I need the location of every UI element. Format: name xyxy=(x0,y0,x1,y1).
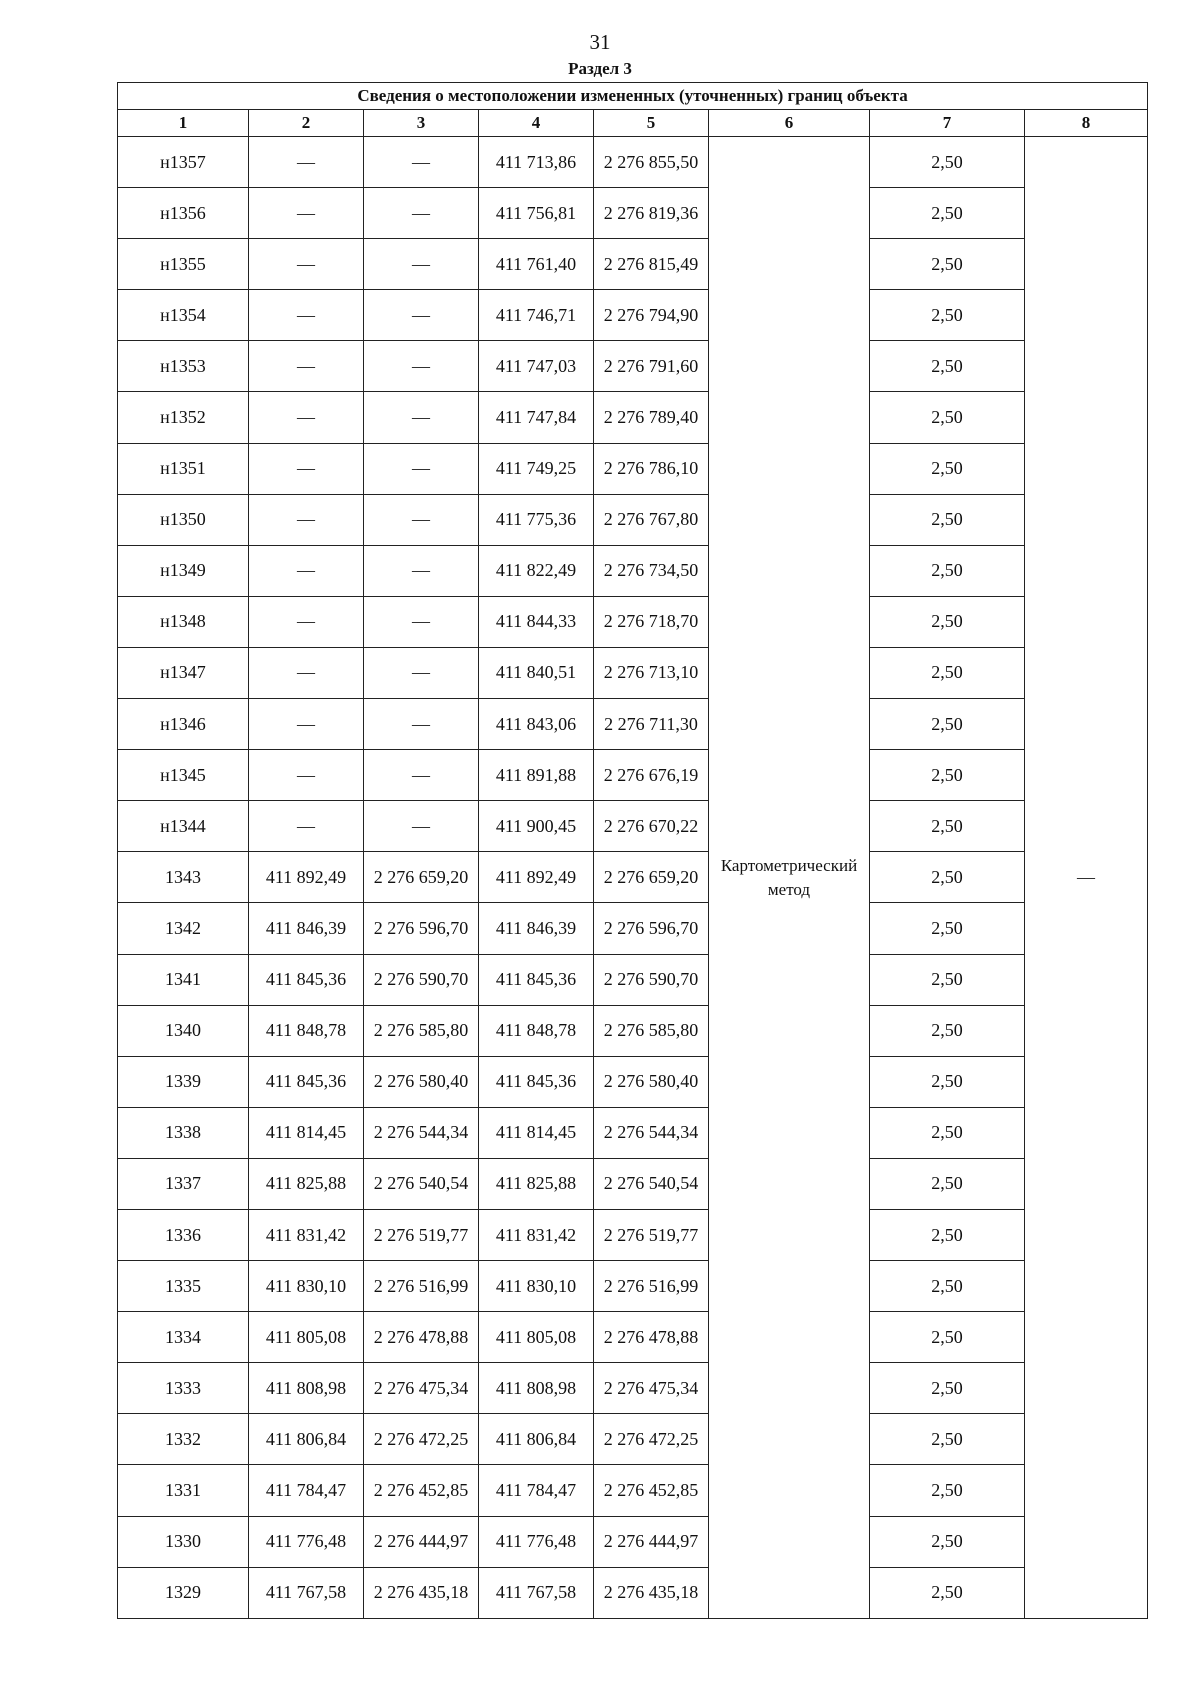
existing-x-cell: — xyxy=(249,443,364,494)
existing-x-cell: 411 806,84 xyxy=(249,1414,364,1465)
new-x-cell: 411 808,98 xyxy=(479,1363,594,1414)
new-y-cell: 2 276 670,22 xyxy=(594,801,709,852)
new-y-cell: 2 276 794,90 xyxy=(594,290,709,341)
accuracy-cell: 2,50 xyxy=(870,750,1025,801)
new-x-cell: 411 825,88 xyxy=(479,1158,594,1209)
point-number-cell: 1334 xyxy=(118,1312,249,1363)
existing-y-cell: — xyxy=(364,341,479,392)
table-row xyxy=(118,137,1148,188)
existing-x-cell: 411 846,39 xyxy=(249,903,364,954)
new-y-cell: 2 276 855,50 xyxy=(594,137,709,188)
existing-x-cell: 411 831,42 xyxy=(249,1209,364,1260)
new-y-cell: 2 276 676,19 xyxy=(594,750,709,801)
existing-y-cell: 2 276 444,97 xyxy=(364,1516,479,1567)
accuracy-cell: 2,50 xyxy=(870,1465,1025,1516)
existing-x-cell: 411 776,48 xyxy=(249,1516,364,1567)
new-y-cell: 2 276 580,40 xyxy=(594,1056,709,1107)
new-y-cell: 2 276 786,10 xyxy=(594,443,709,494)
point-number-cell: 1340 xyxy=(118,1005,249,1056)
column-number: 5 xyxy=(594,110,709,137)
new-x-cell: 411 775,36 xyxy=(479,494,594,545)
point-number-cell: 1332 xyxy=(118,1414,249,1465)
point-number-cell: 1333 xyxy=(118,1363,249,1414)
new-x-cell: 411 784,47 xyxy=(479,1465,594,1516)
existing-y-cell: 2 276 475,34 xyxy=(364,1363,479,1414)
existing-y-cell: 2 276 478,88 xyxy=(364,1312,479,1363)
new-y-cell: 2 276 713,10 xyxy=(594,647,709,698)
existing-y-cell: — xyxy=(364,137,479,188)
existing-x-cell: 411 825,88 xyxy=(249,1158,364,1209)
new-x-cell: 411 891,88 xyxy=(479,750,594,801)
new-x-cell: 411 822,49 xyxy=(479,545,594,596)
existing-x-cell: 411 808,98 xyxy=(249,1363,364,1414)
existing-y-cell: — xyxy=(364,545,479,596)
accuracy-cell: 2,50 xyxy=(870,596,1025,647)
accuracy-cell: 2,50 xyxy=(870,188,1025,239)
new-y-cell: 2 276 767,80 xyxy=(594,494,709,545)
existing-y-cell: — xyxy=(364,443,479,494)
column-number: 6 xyxy=(709,110,870,137)
existing-y-cell: 2 276 580,40 xyxy=(364,1056,479,1107)
table-row xyxy=(118,954,1148,1005)
point-number-cell: н1354 xyxy=(118,290,249,341)
table-row xyxy=(118,443,1148,494)
column-number: 3 xyxy=(364,110,479,137)
new-x-cell: 411 749,25 xyxy=(479,443,594,494)
new-y-cell: 2 276 516,99 xyxy=(594,1261,709,1312)
accuracy-cell: 2,50 xyxy=(870,699,1025,750)
accuracy-cell: 2,50 xyxy=(870,1261,1025,1312)
point-number-cell: 1339 xyxy=(118,1056,249,1107)
new-x-cell: 411 840,51 xyxy=(479,647,594,698)
point-number-cell: н1348 xyxy=(118,596,249,647)
new-y-cell: 2 276 596,70 xyxy=(594,903,709,954)
new-y-cell: 2 276 475,34 xyxy=(594,1363,709,1414)
existing-x-cell: 411 767,58 xyxy=(249,1567,364,1618)
existing-x-cell: — xyxy=(249,392,364,443)
new-x-cell: 411 843,06 xyxy=(479,699,594,750)
point-number-cell: 1329 xyxy=(118,1567,249,1618)
table-caption: Сведения о местоположении измененных (уточненных) границ объекта xyxy=(118,83,1148,110)
existing-y-cell: — xyxy=(364,750,479,801)
accuracy-cell: 2,50 xyxy=(870,1363,1025,1414)
table-row xyxy=(118,239,1148,290)
new-x-cell: 411 746,71 xyxy=(479,290,594,341)
new-y-cell: 2 276 444,97 xyxy=(594,1516,709,1567)
existing-x-cell: 411 830,10 xyxy=(249,1261,364,1312)
existing-x-cell: — xyxy=(249,188,364,239)
new-y-cell: 2 276 544,34 xyxy=(594,1107,709,1158)
point-number-cell: н1352 xyxy=(118,392,249,443)
accuracy-cell: 2,50 xyxy=(870,1158,1025,1209)
existing-y-cell: 2 276 435,18 xyxy=(364,1567,479,1618)
new-y-cell: 2 276 789,40 xyxy=(594,392,709,443)
point-number-cell: 1338 xyxy=(118,1107,249,1158)
new-x-cell: 411 848,78 xyxy=(479,1005,594,1056)
existing-x-cell: 411 845,36 xyxy=(249,954,364,1005)
existing-y-cell: — xyxy=(364,239,479,290)
accuracy-cell: 2,50 xyxy=(870,545,1025,596)
new-x-cell: 411 747,84 xyxy=(479,392,594,443)
new-y-cell: 2 276 435,18 xyxy=(594,1567,709,1618)
table-row xyxy=(118,1363,1148,1414)
accuracy-cell: 2,50 xyxy=(870,1056,1025,1107)
existing-y-cell: 2 276 585,80 xyxy=(364,1005,479,1056)
existing-x-cell: — xyxy=(249,290,364,341)
boundary-table xyxy=(117,82,1148,1619)
point-number-cell: н1357 xyxy=(118,137,249,188)
existing-y-cell: 2 276 452,85 xyxy=(364,1465,479,1516)
accuracy-cell: 2,50 xyxy=(870,852,1025,903)
point-number-cell: н1351 xyxy=(118,443,249,494)
point-number-cell: 1343 xyxy=(118,852,249,903)
method-cell: Картометрический метод xyxy=(709,137,870,1619)
accuracy-cell: 2,50 xyxy=(870,1005,1025,1056)
accuracy-cell: 2,50 xyxy=(870,1414,1025,1465)
new-y-cell: 2 276 711,30 xyxy=(594,699,709,750)
new-x-cell: 411 892,49 xyxy=(479,852,594,903)
column-8-cell: — xyxy=(1025,137,1148,1619)
table-row xyxy=(118,801,1148,852)
table-row xyxy=(118,1005,1148,1056)
new-y-cell: 2 276 819,36 xyxy=(594,188,709,239)
existing-x-cell: 411 805,08 xyxy=(249,1312,364,1363)
new-x-cell: 411 846,39 xyxy=(479,903,594,954)
table-row xyxy=(118,1567,1148,1618)
point-number-cell: 1330 xyxy=(118,1516,249,1567)
existing-y-cell: 2 276 590,70 xyxy=(364,954,479,1005)
existing-x-cell: 411 848,78 xyxy=(249,1005,364,1056)
existing-y-cell: 2 276 544,34 xyxy=(364,1107,479,1158)
table-row xyxy=(118,341,1148,392)
table-row xyxy=(118,188,1148,239)
point-number-cell: 1336 xyxy=(118,1209,249,1260)
accuracy-cell: 2,50 xyxy=(870,903,1025,954)
existing-y-cell: — xyxy=(364,647,479,698)
accuracy-cell: 2,50 xyxy=(870,801,1025,852)
new-x-cell: 411 747,03 xyxy=(479,341,594,392)
table-row xyxy=(118,596,1148,647)
existing-x-cell: 411 784,47 xyxy=(249,1465,364,1516)
accuracy-cell: 2,50 xyxy=(870,1567,1025,1618)
existing-y-cell: 2 276 519,77 xyxy=(364,1209,479,1260)
page-number: 31 xyxy=(589,30,611,54)
accuracy-cell: 2,50 xyxy=(870,290,1025,341)
new-x-cell: 411 830,10 xyxy=(479,1261,594,1312)
column-number: 8 xyxy=(1025,110,1148,137)
point-number-cell: н1356 xyxy=(118,188,249,239)
point-number-cell: н1349 xyxy=(118,545,249,596)
point-number-cell: 1335 xyxy=(118,1261,249,1312)
table-row xyxy=(118,290,1148,341)
table-row xyxy=(118,1414,1148,1465)
new-y-cell: 2 276 718,70 xyxy=(594,596,709,647)
existing-x-cell: — xyxy=(249,801,364,852)
column-number: 2 xyxy=(249,110,364,137)
existing-x-cell: 411 814,45 xyxy=(249,1107,364,1158)
accuracy-cell: 2,50 xyxy=(870,1516,1025,1567)
table-row xyxy=(118,1312,1148,1363)
existing-x-cell: — xyxy=(249,341,364,392)
existing-x-cell: — xyxy=(249,545,364,596)
existing-y-cell: — xyxy=(364,392,479,443)
new-y-cell: 2 276 452,85 xyxy=(594,1465,709,1516)
new-y-cell: 2 276 585,80 xyxy=(594,1005,709,1056)
new-x-cell: 411 814,45 xyxy=(479,1107,594,1158)
existing-y-cell: — xyxy=(364,699,479,750)
existing-x-cell: — xyxy=(249,596,364,647)
new-x-cell: 411 845,36 xyxy=(479,1056,594,1107)
accuracy-cell: 2,50 xyxy=(870,392,1025,443)
table-row xyxy=(118,903,1148,954)
accuracy-cell: 2,50 xyxy=(870,1209,1025,1260)
accuracy-cell: 2,50 xyxy=(870,443,1025,494)
accuracy-cell: 2,50 xyxy=(870,341,1025,392)
column-number: 4 xyxy=(479,110,594,137)
accuracy-cell: 2,50 xyxy=(870,494,1025,545)
new-x-cell: 411 844,33 xyxy=(479,596,594,647)
existing-x-cell: — xyxy=(249,239,364,290)
point-number-cell: н1347 xyxy=(118,647,249,698)
new-y-cell: 2 276 815,49 xyxy=(594,239,709,290)
existing-y-cell: 2 276 596,70 xyxy=(364,903,479,954)
existing-x-cell: — xyxy=(249,137,364,188)
new-x-cell: 411 776,48 xyxy=(479,1516,594,1567)
table-row xyxy=(118,1056,1148,1107)
point-number-cell: 1342 xyxy=(118,903,249,954)
existing-y-cell: 2 276 516,99 xyxy=(364,1261,479,1312)
accuracy-cell: 2,50 xyxy=(870,647,1025,698)
accuracy-cell: 2,50 xyxy=(870,137,1025,188)
new-x-cell: 411 806,84 xyxy=(479,1414,594,1465)
table-row xyxy=(118,392,1148,443)
existing-x-cell: 411 892,49 xyxy=(249,852,364,903)
accuracy-cell: 2,50 xyxy=(870,1312,1025,1363)
accuracy-cell: 2,50 xyxy=(870,1107,1025,1158)
new-x-cell: 411 805,08 xyxy=(479,1312,594,1363)
column-number-row xyxy=(118,110,1148,137)
new-x-cell: 411 845,36 xyxy=(479,954,594,1005)
new-x-cell: 411 761,40 xyxy=(479,239,594,290)
existing-x-cell: — xyxy=(249,494,364,545)
new-y-cell: 2 276 540,54 xyxy=(594,1158,709,1209)
new-y-cell: 2 276 659,20 xyxy=(594,852,709,903)
existing-y-cell: 2 276 472,25 xyxy=(364,1414,479,1465)
point-number-cell: н1350 xyxy=(118,494,249,545)
new-x-cell: 411 756,81 xyxy=(479,188,594,239)
new-x-cell: 411 831,42 xyxy=(479,1209,594,1260)
point-number-cell: н1346 xyxy=(118,699,249,750)
table-row xyxy=(118,750,1148,801)
table-row xyxy=(118,1209,1148,1260)
table-row xyxy=(118,647,1148,698)
point-number-cell: 1341 xyxy=(118,954,249,1005)
new-y-cell: 2 276 791,60 xyxy=(594,341,709,392)
column-number: 1 xyxy=(118,110,249,137)
new-y-cell: 2 276 519,77 xyxy=(594,1209,709,1260)
section-title: Раздел 3 xyxy=(568,59,632,78)
new-x-cell: 411 713,86 xyxy=(479,137,594,188)
table-row xyxy=(118,494,1148,545)
new-y-cell: 2 276 472,25 xyxy=(594,1414,709,1465)
point-number-cell: 1331 xyxy=(118,1465,249,1516)
new-y-cell: 2 276 734,50 xyxy=(594,545,709,596)
point-number-cell: н1353 xyxy=(118,341,249,392)
existing-y-cell: — xyxy=(364,596,479,647)
table-row xyxy=(118,1107,1148,1158)
existing-y-cell: — xyxy=(364,290,479,341)
point-number-cell: н1355 xyxy=(118,239,249,290)
table-row xyxy=(118,1465,1148,1516)
existing-x-cell: 411 845,36 xyxy=(249,1056,364,1107)
accuracy-cell: 2,50 xyxy=(870,954,1025,1005)
table-row xyxy=(118,545,1148,596)
accuracy-cell: 2,50 xyxy=(870,239,1025,290)
existing-x-cell: — xyxy=(249,699,364,750)
table-row xyxy=(118,1261,1148,1312)
point-number-cell: н1344 xyxy=(118,801,249,852)
existing-y-cell: — xyxy=(364,494,479,545)
table-row xyxy=(118,1158,1148,1209)
table-row xyxy=(118,1516,1148,1567)
column-number: 7 xyxy=(870,110,1025,137)
table-row xyxy=(118,699,1148,750)
existing-y-cell: — xyxy=(364,801,479,852)
existing-y-cell: 2 276 659,20 xyxy=(364,852,479,903)
existing-x-cell: — xyxy=(249,647,364,698)
point-number-cell: 1337 xyxy=(118,1158,249,1209)
existing-x-cell: — xyxy=(249,750,364,801)
new-y-cell: 2 276 478,88 xyxy=(594,1312,709,1363)
point-number-cell: н1345 xyxy=(118,750,249,801)
new-y-cell: 2 276 590,70 xyxy=(594,954,709,1005)
existing-y-cell: — xyxy=(364,188,479,239)
new-x-cell: 411 900,45 xyxy=(479,801,594,852)
table-row xyxy=(118,852,1148,903)
new-x-cell: 411 767,58 xyxy=(479,1567,594,1618)
existing-y-cell: 2 276 540,54 xyxy=(364,1158,479,1209)
